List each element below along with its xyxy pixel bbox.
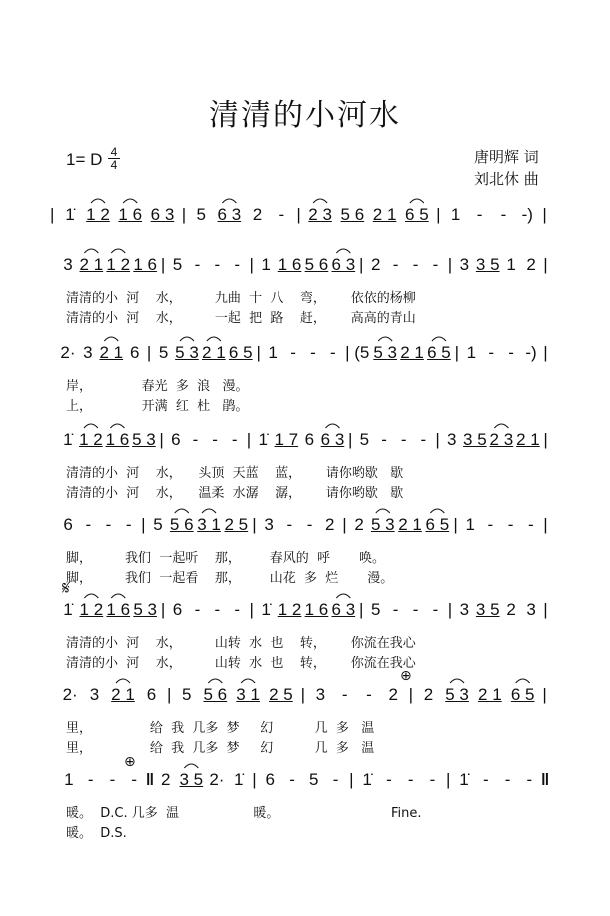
tie-arc — [432, 337, 446, 341]
note-group: 5 — [359, 430, 370, 449]
note-group: 5 — [370, 600, 381, 619]
tie-arc — [208, 679, 222, 683]
barline: | — [249, 255, 254, 274]
note-group: 5 3 — [175, 343, 199, 362]
note-group: 1 — [450, 205, 461, 224]
slur-marks — [0, 241, 610, 261]
tie-arc — [410, 199, 424, 203]
note-group: - — [420, 430, 427, 449]
note-group: 3 — [264, 515, 274, 534]
barline: | — [349, 770, 354, 789]
note-group: - — [507, 515, 514, 534]
note-group: - — [526, 770, 533, 789]
note-group: - — [131, 770, 138, 789]
note-group: 1 — [506, 255, 516, 274]
note-group: 1 2 — [79, 430, 103, 449]
lyric-line: 清清的小 河 水， 九曲 十 八 弯， 依依的杨柳 — [66, 291, 416, 306]
note-group: 5 3 — [445, 685, 469, 704]
note-group: - — [392, 255, 399, 274]
barline: | — [436, 205, 441, 224]
note-group: 6 5 — [405, 205, 429, 224]
barline: | — [246, 430, 252, 449]
note-group: - — [87, 770, 94, 789]
note-group: - — [488, 343, 495, 362]
tie-arc — [430, 509, 444, 513]
note-group: 3 1 — [236, 685, 260, 704]
slur-marks — [0, 329, 610, 349]
slur-marks — [0, 756, 610, 776]
note-group: 2· — [62, 685, 78, 704]
note-group: - — [330, 343, 336, 362]
note-group: - — [381, 430, 387, 449]
note-group: - — [386, 770, 392, 789]
note-group: 3 — [459, 600, 470, 619]
barline: | — [249, 600, 254, 619]
barline: | — [447, 255, 453, 274]
lyric-line: 清清的小 河 水， 头顶 天蓝 蓝， 请你哟歇 歇 — [66, 466, 404, 481]
note-group: 1 6 — [304, 600, 329, 619]
note-group: 3 5 — [475, 600, 500, 619]
note-group: 1 6 — [118, 205, 143, 224]
note-group: - — [482, 770, 489, 789]
note-group: 2 5 — [224, 515, 249, 534]
note-group: -) — [525, 343, 537, 362]
note-group: 1̇ — [65, 205, 75, 224]
note-group: 2 1 — [516, 430, 540, 449]
lyric-line: 清清的小 河 水， 山转 水 也 转， 你流在我心 — [66, 636, 416, 651]
tie-arc — [516, 679, 530, 683]
note-group: 2 1 — [398, 515, 422, 534]
note-group: 2 5 — [269, 685, 293, 704]
note-group: - — [429, 770, 436, 789]
note-group: 2· — [209, 770, 225, 789]
time-signature — [108, 146, 120, 171]
tie-arc — [184, 764, 198, 768]
barline: | — [160, 600, 166, 619]
note-group: 3 — [89, 685, 100, 704]
barline: | — [543, 255, 548, 274]
barline: | — [345, 343, 350, 362]
barline: | — [296, 205, 301, 224]
barline: | — [159, 430, 164, 449]
note-group: - — [85, 515, 92, 534]
barline: | — [347, 430, 353, 449]
barline: | — [543, 430, 548, 449]
barline: | — [146, 343, 152, 362]
barline: | — [359, 255, 364, 274]
note-group: 6 3 — [331, 255, 356, 274]
note-group: - — [234, 600, 241, 619]
note-group: 5 3 — [133, 600, 157, 619]
note-group: - — [289, 770, 295, 789]
note-group: - — [400, 430, 407, 449]
note-group: (5 — [354, 343, 370, 362]
note-group: 2 1 — [79, 255, 104, 274]
note-group: - — [125, 515, 132, 534]
note-group: 1 2 — [79, 600, 104, 619]
note-group: 5 — [153, 515, 163, 534]
note-group: - — [286, 515, 293, 534]
note-group: 5 — [172, 255, 183, 274]
barline: ‖ — [145, 770, 155, 789]
note-group: 3 — [447, 430, 457, 449]
note-group: - — [527, 515, 534, 534]
tie-arc — [116, 679, 130, 683]
note-group: 2 — [252, 205, 263, 224]
note-group: 5 3 — [132, 430, 156, 449]
barline: | — [141, 515, 146, 534]
barline: | — [252, 515, 257, 534]
note-group: 1 7 — [274, 430, 299, 449]
note-group: 1 6 — [133, 255, 157, 274]
note-group: - — [306, 515, 313, 534]
composer-credit: 刘北休 曲 — [474, 170, 539, 188]
note-group: - — [432, 255, 439, 274]
note-group: 3 — [315, 685, 326, 704]
lyric-line: 里， 给 我 几多 梦 幻 几 多 温 — [66, 721, 375, 736]
tie-arc — [378, 337, 392, 341]
note-group: - — [508, 343, 514, 362]
note-group: - — [487, 515, 494, 534]
tie-arc — [110, 424, 124, 428]
barline: | — [359, 600, 364, 619]
barline: | — [445, 770, 451, 789]
lyric-line: 暖。 D.S. — [66, 826, 127, 841]
segno-sign: 𝄋 — [62, 578, 70, 599]
barline: | — [166, 685, 172, 704]
note-group: - — [234, 255, 241, 274]
coda-sign: ⊕ — [124, 754, 136, 770]
note-group: 1 2 — [106, 255, 131, 274]
note-group: 1 — [64, 770, 74, 789]
tie-arc — [123, 199, 137, 203]
note-group: 5 6 — [304, 255, 329, 274]
note-group: 6 5 — [510, 685, 535, 704]
note-group: - — [105, 515, 112, 534]
note-group: 5 6 — [340, 205, 365, 224]
note-group: 2 — [161, 770, 171, 789]
note-group: 6 3 — [320, 430, 345, 449]
note-group: - — [500, 205, 507, 224]
note-group: 1 — [466, 343, 477, 362]
barline: | — [160, 255, 166, 274]
note-group: - — [476, 205, 483, 224]
note-group: 2 3 — [489, 430, 514, 449]
note-group: 1̇ — [63, 600, 73, 619]
lyric-line: 里， 给 我 几多 梦 幻 几 多 温 — [66, 741, 375, 756]
lyric-line: 脚， 我们 一起听 那， 春风的 呼 唤。 — [66, 551, 385, 566]
slur-marks — [0, 586, 610, 606]
note-group: 3 — [83, 343, 93, 362]
song-title: 清清的小河水 — [209, 98, 401, 133]
note-group: 3 — [459, 255, 470, 274]
note-group: 6 3 — [217, 205, 242, 224]
note-group: - — [290, 343, 296, 362]
note-group: -) — [521, 205, 533, 224]
note-group: 6 — [172, 600, 183, 619]
note-group: 6 3 — [150, 205, 175, 224]
note-group: - — [231, 430, 238, 449]
note-group: - — [212, 430, 218, 449]
barline: | — [342, 515, 347, 534]
barline: | — [542, 685, 547, 704]
tie-arc — [222, 199, 236, 203]
note-group: 6 — [171, 430, 181, 449]
lyric-line: 上， 开满 红 杜 鹃。 — [66, 399, 249, 414]
tie-arc — [104, 337, 118, 341]
lyric-line: 清清的小 河 水， 山转 水 也 转， 你流在我心 — [66, 656, 416, 671]
lyricist-credit: 唐明辉 词 — [474, 148, 539, 166]
lyric-line: 清清的小 河 水， 温柔 水潺 潺， 请你哟歇 歇 — [66, 486, 404, 501]
note-group: 1̇ — [63, 430, 73, 449]
note-group: 6 — [129, 343, 140, 362]
note-group: - — [109, 770, 116, 789]
tie-arc — [111, 594, 125, 598]
tie-arc — [202, 509, 216, 513]
note-group: 2 — [506, 600, 516, 619]
barline: | — [453, 515, 458, 534]
note-group: 5 — [158, 343, 169, 362]
note-group: 1 — [261, 255, 271, 274]
note-group: 2 — [370, 255, 381, 274]
tie-arc — [313, 199, 327, 203]
note-group: 2 1 — [478, 685, 502, 704]
tie-arc — [494, 424, 508, 428]
time-denominator: 4 — [108, 158, 120, 171]
note-group: - — [504, 770, 511, 789]
note-group: 6 3 — [331, 600, 356, 619]
note-group: 6 — [265, 770, 275, 789]
note-group: 2 — [354, 515, 364, 534]
note-group: 5 6 — [203, 685, 228, 704]
note-group: - — [432, 600, 439, 619]
tie-arc — [207, 337, 221, 341]
note-group: 1 6 — [106, 600, 131, 619]
note-group: - — [341, 685, 348, 704]
tie-arc — [376, 509, 390, 513]
note-group: 1 6 — [277, 255, 302, 274]
note-group: 6 5 — [427, 343, 451, 362]
time-numerator: 4 — [110, 145, 118, 159]
barline: | — [252, 770, 257, 789]
tie-arc — [91, 199, 105, 203]
note-group: - — [407, 770, 414, 789]
barline: | — [181, 205, 187, 224]
slur-marks — [0, 191, 610, 211]
note-group: 6 — [63, 515, 73, 534]
note-group: 2 1 — [400, 343, 424, 362]
tie-arc — [84, 594, 98, 598]
note-group: - — [214, 255, 221, 274]
note-group: 1 2 — [277, 600, 302, 619]
note-group: 1̇ — [362, 770, 372, 789]
note-group: - — [194, 600, 201, 619]
note-group: 1 6 — [105, 430, 130, 449]
slur-marks — [0, 671, 610, 691]
note-group: - — [192, 430, 199, 449]
tie-arc — [336, 249, 350, 253]
note-group: 5 — [309, 770, 319, 789]
note-group: 3 — [63, 255, 73, 274]
barline: | — [408, 685, 414, 704]
note-group: - — [332, 770, 339, 789]
note-group: 1 2 — [86, 205, 110, 224]
note-group: 6 5 — [425, 515, 450, 534]
barline: | — [435, 430, 440, 449]
barline: | — [50, 205, 55, 224]
note-group: 3 5 — [463, 430, 487, 449]
note-group: 5 3 — [370, 515, 395, 534]
note-group: 2 3 — [308, 205, 332, 224]
tie-arc — [180, 337, 194, 341]
tie-arc — [450, 679, 464, 683]
tie-arc — [84, 424, 98, 428]
barline: | — [256, 343, 261, 362]
slur-marks — [0, 501, 610, 521]
slur-marks — [0, 416, 610, 436]
note-group: - — [366, 685, 372, 704]
note-group: 3 — [526, 600, 536, 619]
note-group: 2· — [60, 343, 76, 362]
tie-arc — [111, 249, 125, 253]
lyric-line: 清清的小 河 水， 一起 把 路 赶， 高高的青山 — [66, 311, 416, 326]
tie-arc — [325, 424, 339, 428]
note-group: 1̇ — [261, 600, 271, 619]
note-group: 5 — [196, 205, 207, 224]
note-group: 6 5 — [228, 343, 253, 362]
note-group: 3 5 — [179, 770, 204, 789]
note-group: 2 — [388, 685, 399, 704]
tie-arc — [336, 594, 350, 598]
note-group: 2 — [325, 515, 335, 534]
note-group: - — [412, 600, 419, 619]
note-group: 2 1 — [111, 685, 135, 704]
note-group: 5 3 — [373, 343, 397, 362]
note-group: - — [278, 205, 285, 224]
barline: | — [543, 600, 548, 619]
lyric-line: 脚， 我们 一起看 那， 山花 多 烂 漫。 — [66, 571, 394, 586]
note-group: 2 1 — [99, 343, 124, 362]
note-group: 1̇ — [459, 770, 469, 789]
coda-sign: ⊕ — [400, 668, 412, 684]
note-group: 2 — [423, 685, 434, 704]
barline: | — [447, 600, 453, 619]
note-group: 3 5 — [475, 255, 500, 274]
note-group: - — [412, 255, 419, 274]
note-group: 5 — [182, 685, 192, 704]
note-group: 2 1 — [202, 343, 226, 362]
note-group: 3 1 — [197, 515, 221, 534]
barline: | — [543, 343, 548, 362]
note-group: 6 — [146, 685, 157, 704]
barline: | — [543, 515, 548, 534]
note-group: 2 1 — [372, 205, 397, 224]
note-group: - — [214, 600, 221, 619]
note-group: - — [194, 255, 201, 274]
tie-arc — [175, 509, 189, 513]
lyric-line: 岸， 春光 多 浪 漫。 — [66, 379, 249, 394]
key-signature: 1= D — [66, 150, 103, 169]
note-group: 1̇ — [233, 770, 244, 789]
tie-arc — [84, 249, 98, 253]
barline: | — [542, 205, 547, 224]
lyric-line: 暖。 D.C. 几多 温 暖。 Fine. — [66, 806, 422, 821]
barline: | — [300, 685, 305, 704]
barline: | — [454, 343, 460, 362]
note-group: - — [310, 343, 316, 362]
note-group: 1̇ — [258, 430, 268, 449]
note-group: 1 — [465, 515, 475, 534]
barline: ‖ — [540, 770, 550, 789]
note-group: 1 — [268, 343, 278, 362]
note-group: 2 — [526, 255, 536, 274]
note-group: 6 — [304, 430, 315, 449]
tie-arc — [241, 679, 255, 683]
note-group: - — [392, 600, 399, 619]
note-group: 5 6 — [169, 515, 194, 534]
